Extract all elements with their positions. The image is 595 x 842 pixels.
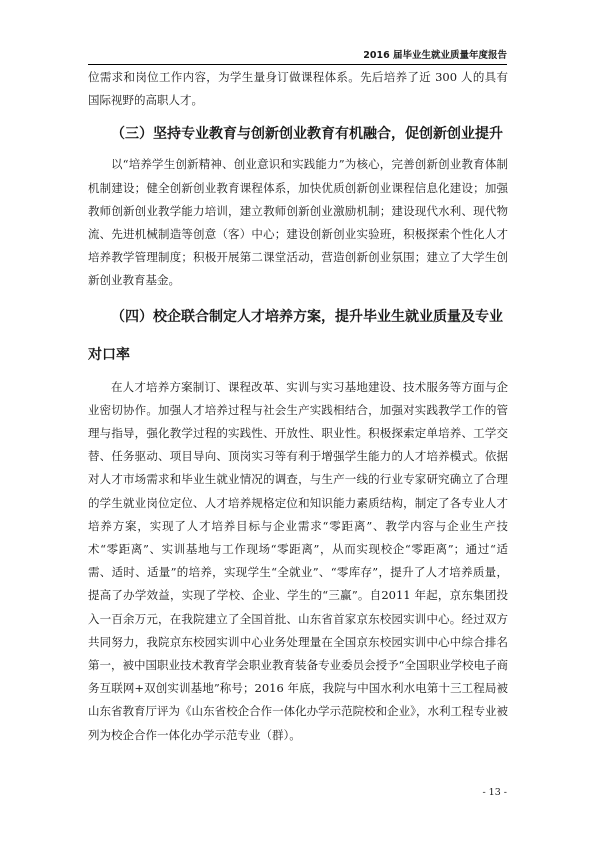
report-title: 2016 届毕业生就业质量年度报告 (363, 50, 507, 61)
page-content (88, 66, 508, 747)
page-header (88, 46, 507, 65)
section-heading-4: （四）校企联合制定人才培养方案，提升毕业生就业质量及专业对口率 (88, 308, 503, 363)
section-4-paragraph: 在人才培养方案制订、课程改革、实训与实习基地建设、技术服务等方面与企业密切协作。加强人才培养过程与社会生产实践相结合，加强对实践教学工作的管理与指导，强化教学过程的实践性、开放性、职业性。积极探索定单培养、工学交替、任务驱动、项目导向、顶岗实习等有利于增强学生能力的人才培养模式。依据对人才市场需求和毕业生就业情况的调查，与生产一线的行业专家研究确立了合理的学生就业岗位定位、人才培养规格定位和知识能力素质结构，制定了各专业人才培养方案，实现了人才培养目标与企业需求“零距离”、教学内容与企业生产技术“零距离”、实训基地与工作现场“零距离”，从而实现校企“零距离”；通过“适需、适时、适量”的培养，实现学生“全就业”、“零库存”，提升了人才培养质量，提高了办学效益，实现了学校、企业、学生的“三赢”。自2011 年起，京东集团投入一百余万元，在我院建立了全国首批、山东省首家京东校园实训中心。经过双方共同努力，我院京东校园实训中心业务处理量在全国京东校园实训中心中综合排名第一，被中国职业技术教育学会职业教育装备专业委员会授予“全国职业学校电子商务互联网+双创实训基地”称号；2016 年底，我院与中国水利水电第十三工程局被山东省教育厅评为《山东省校企合作一体化办学示范院校和企业》，水利工程专业被列为校企合作一体化办学示范专业（群）。 (88, 379, 508, 742)
continued-paragraph: 位需求和岗位工作内容，为学生量身订做课程体系。先后培养了近 300 人的具有国际视野的高职人才。 (88, 70, 508, 108)
section-heading-3: （三）坚持专业教育与创新创业教育有机融合，促创新创业提升 (111, 126, 503, 143)
page-number: - 13 - (482, 787, 507, 798)
section-3-paragraph: 以“培养学生创新精神、创业意识和实践能力”为核心，完善创新创业教育体制机制建设；健全创新创业教育课程体系，加快优质创新创业课程信息化建设；加强教师创新创业教学能力培训，建立教师创新创业激励机制；建设现代水利、现代物流、先进机械制造等创意（客）中心；建设创新创业实验班，积极探索个性化人才培养教学管理制度；积极开展第二课堂活动，营造创新创业氛围；建立了大学生创新创业教育基金。 (88, 157, 508, 288)
